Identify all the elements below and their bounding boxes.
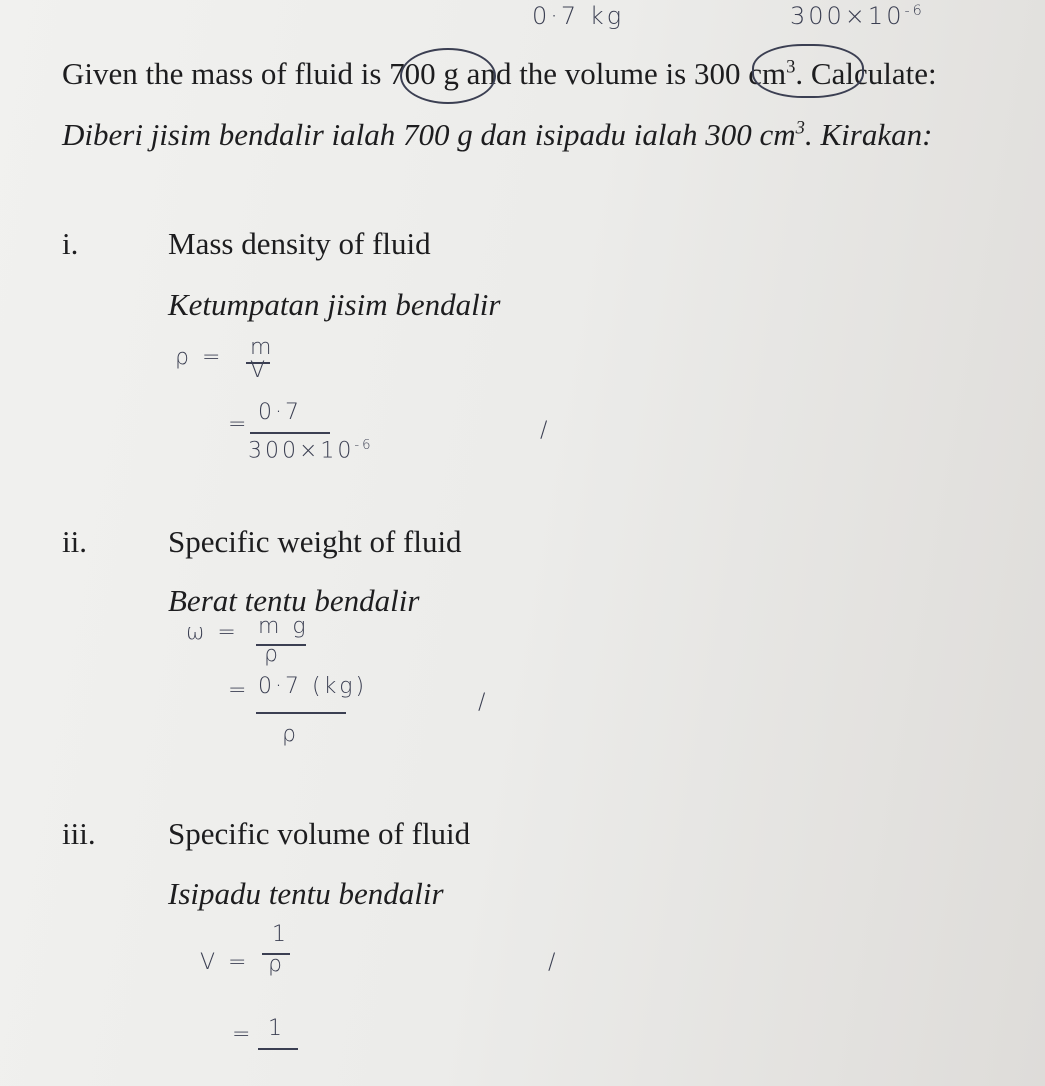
answer-i-numerator-2: 0·7: [258, 400, 302, 425]
check-mark-icon: /: [548, 950, 559, 975]
question-number-iii: iii.: [62, 816, 96, 851]
question-ii-english: Specific weight of fluid: [168, 524, 462, 559]
answer-iii-eq: =: [232, 1022, 254, 1047]
answer-i-denominator: V: [250, 358, 269, 383]
answer-ii-denominator: ρ: [264, 642, 281, 667]
answer-i-numerator: m: [250, 335, 275, 360]
handwritten-circle-mass: [400, 48, 496, 104]
answer-iii-numerator: 1: [272, 922, 289, 947]
question-i-english: Mass density of fluid: [168, 226, 431, 261]
answer-iii-denominator: ρ: [268, 952, 285, 977]
question-ii-malay: Berat tentu bendalir: [168, 583, 420, 618]
answer-ii-numerator-2: 0·7 (kg): [258, 674, 368, 699]
answer-i-lhs: ρ =: [175, 345, 224, 370]
answer-ii-lhs: ω =: [186, 620, 239, 645]
question-number-ii: ii.: [62, 524, 87, 559]
question-iii-malay: Isipadu tentu bendalir: [168, 876, 444, 911]
question-iii-english: Specific volume of fluid: [168, 816, 471, 851]
question-i-malay: Ketumpatan jisim bendalir: [168, 287, 501, 322]
answer-i-denominator-2: $300\times 10^{-6}$: [248, 438, 374, 464]
question-statement-english: Given the mass of fluid is 700 g and the volume is 300 $cm^3$. Calculate:: [62, 56, 937, 91]
handwritten-volume-conversion: $300\times 10^{-6}$: [790, 2, 925, 30]
check-mark-icon: /: [478, 690, 489, 715]
answer-ii-numerator: m g: [258, 614, 309, 639]
answer-ii-denominator-2: ρ: [282, 722, 299, 747]
answer-iii-numerator-2: 1: [268, 1016, 285, 1041]
answer-ii-eq: =: [228, 678, 250, 703]
check-mark-icon: /: [540, 418, 551, 443]
question-number-i: i.: [62, 226, 79, 261]
handwritten-mass-kg: 0·7 kg: [532, 2, 625, 30]
handwritten-circle-volume: [752, 44, 864, 98]
answer-i-eq: =: [228, 412, 250, 437]
answer-iii-lhs: V =: [200, 950, 250, 975]
question-statement-malay: Diberi jisim bendalir ialah 700 g dan isipadu ialah 300 $cm^3$. Kirakan:: [62, 117, 933, 152]
